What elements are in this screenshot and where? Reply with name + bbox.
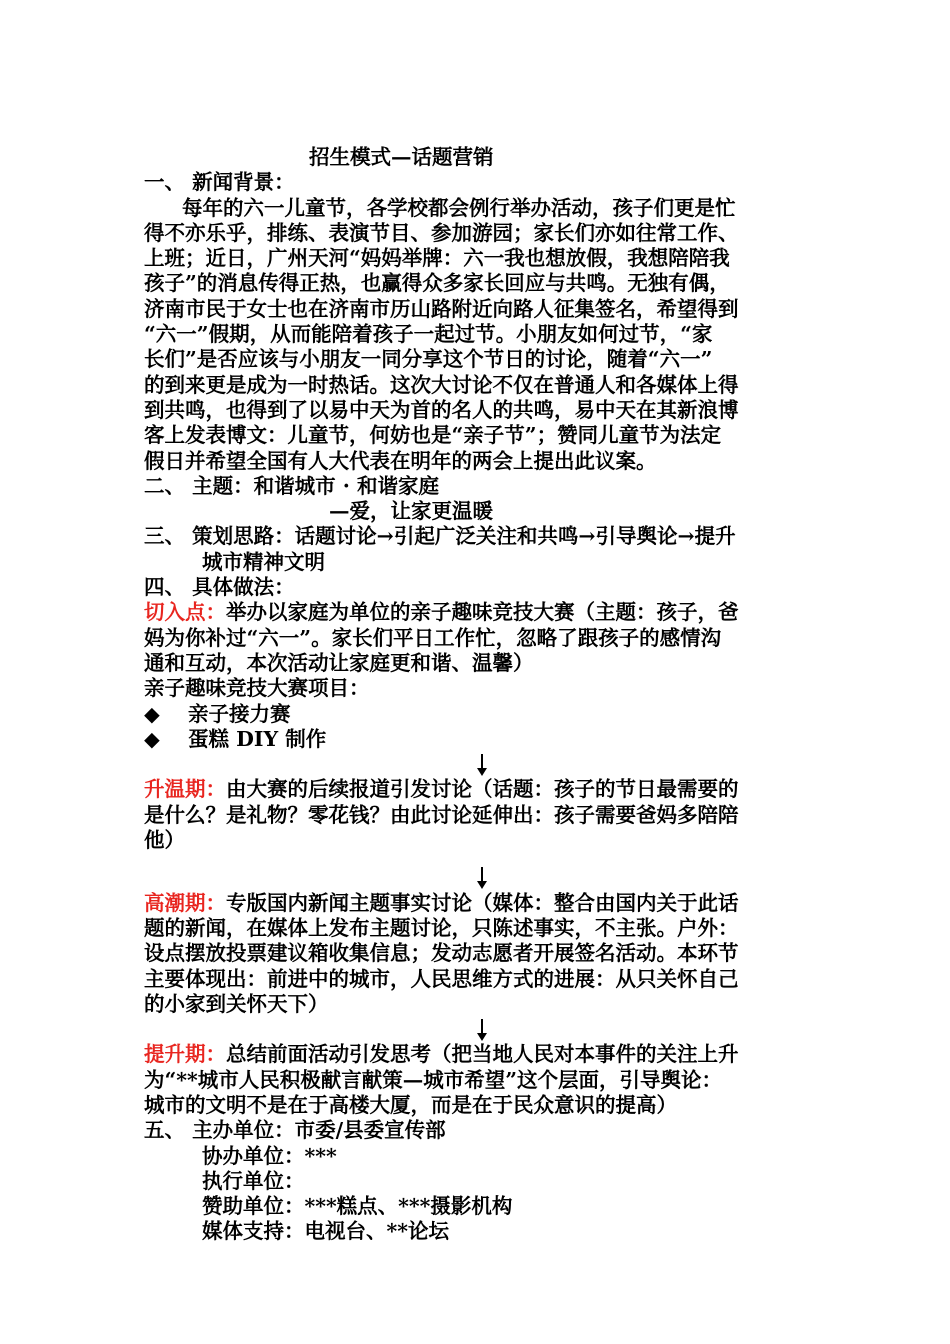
section-1-line: 到共鸣，也得到了以易中天为首的名人的共鸣，易中天在其新浪博 [144, 397, 739, 422]
document-title: 招生模式—话题营销 [309, 145, 494, 169]
down-arrow-icon [476, 867, 488, 889]
entry-line: 妈为你补过“六一”。家长们平日工作忙，忽略了跟孩子的感情沟 [144, 625, 722, 650]
list-item [144, 702, 810, 727]
section-4-heading: 四、 具体做法： [144, 575, 295, 600]
raise-line: 为“**城市人民积极献言献策—城市希望”这个层面，引导舆论： [144, 1067, 723, 1092]
section-1-line: 客上发表博文：儿童节，何妨也是“亲子节”；赞同儿童节为法定 [144, 423, 722, 448]
section-1-line: 每年的六一儿童节，各学校都会例行举办活动，孩子们更是忙 [182, 195, 736, 220]
organizer-row: 协办单位：*** [202, 1143, 337, 1168]
warm-label: 升温期： [144, 777, 226, 802]
organizer-row: 媒体支持：电视台、**论坛 [202, 1219, 449, 1244]
peak-line: 的小家到关怀天下） [144, 991, 329, 1016]
document-page [144, 145, 810, 1245]
peak-line: 主要体现出：前进中的城市，人民思维方式的进展：从只关怀自己 [144, 966, 739, 991]
section-1-line: 假日并希望全国有人大代表在明年的两会上提出此议案。 [144, 448, 657, 473]
section-3-line: 城市精神文明 [202, 549, 325, 574]
warm-line [144, 777, 810, 802]
section-1-line: 的到来更是成为一时热话。这次大讨论不仅在普通人和各媒体上得 [144, 372, 739, 397]
entry-line: 通和互动，本次活动让家庭更和谐、温馨） [144, 650, 534, 675]
section-1-line: 上班；近日，广州天河“妈妈举牌：六一我也想放假，我想陪陪我 [144, 246, 730, 271]
section-2-subtitle: —爱，让家更温暖 [329, 499, 493, 524]
list-item [144, 727, 810, 752]
raise-label: 提升期： [144, 1042, 226, 1067]
entry-label: 切入点： [144, 600, 226, 625]
entry-text: 举办以家庭为单位的亲子趣味竞技大赛（主题：孩子，爸 [226, 600, 739, 625]
diamond-bullet-icon: ◆ [144, 726, 160, 751]
down-arrow-icon [476, 754, 488, 776]
flow-arrow [144, 752, 810, 777]
raise-text: 总结前面活动引发思考（把当地人民对本事件的关注上升 [226, 1042, 739, 1067]
section-2-heading: 二、 主题：和谐城市 · 和谐家庭 [144, 473, 440, 498]
section-1-heading: 一、 新闻背景： [144, 170, 295, 195]
organizer-row: 执行单位： [202, 1168, 305, 1193]
peak-label: 高潮期： [144, 890, 226, 915]
section-3-line: 三、 策划思路：话题讨论→引起广泛关注和共鸣→引导舆论→提升 [144, 524, 736, 549]
warm-line: 是什么？是礼物？零花钱？由此讨论延伸出：孩子需要爸妈多陪陪 [144, 802, 739, 827]
warm-line: 他） [144, 828, 185, 853]
section-1-line: 长们”是否应该与小朋友一同分享这个节日的讨论，随着“六一” [144, 347, 713, 372]
items-heading: 亲子趣味竞技大赛项目： [144, 676, 370, 701]
warm-text: 由大赛的后续报道引发讨论（话题：孩子的节日最需要的 [226, 777, 739, 802]
peak-line: 设点摆放投票建议箱收集信息；发动志愿者开展签名活动。本环节 [144, 941, 739, 966]
peak-text: 专版国内新闻主题事实讨论（媒体：整合由国内关于此话 [226, 890, 739, 915]
section-5-heading: 五、 主办单位：市委/县委宣传部 [144, 1118, 446, 1143]
list-item-text: 亲子接力赛 [188, 701, 291, 726]
section-1-line: “六一”假期，从而能陪着孩子一起过节。小朋友如何过节，“家 [144, 322, 713, 347]
section-1-line: 得不亦乐乎，排练、表演节目、参加游园；家长们亦如往常工作、 [144, 220, 739, 245]
raise-line: 城市的文明不是在于高楼大厦，而是在于民众意识的提高） [144, 1092, 677, 1117]
raise-line [144, 1042, 810, 1067]
list-item-text: 蛋糕 DIY 制作 [188, 726, 327, 751]
entry-line [144, 600, 810, 625]
diamond-bullet-icon: ◆ [144, 701, 160, 726]
section-1-line: 孩子”的消息传得正热，也赢得众多家长回应与共鸣。无独有偶， [144, 271, 730, 296]
organizer-row: 赞助单位：***糕点、***摄影机构 [202, 1194, 513, 1219]
down-arrow-icon [476, 1019, 488, 1041]
flow-arrow [144, 1017, 810, 1042]
flow-arrow [144, 865, 810, 890]
peak-line: 题的新闻，在媒体上发布主题讨论，只陈述事实，不主张。户外： [144, 915, 739, 940]
peak-line [144, 891, 810, 916]
section-1-line: 济南市民于女士也在济南市历山路附近向路人征集签名，希望得到 [144, 296, 739, 321]
